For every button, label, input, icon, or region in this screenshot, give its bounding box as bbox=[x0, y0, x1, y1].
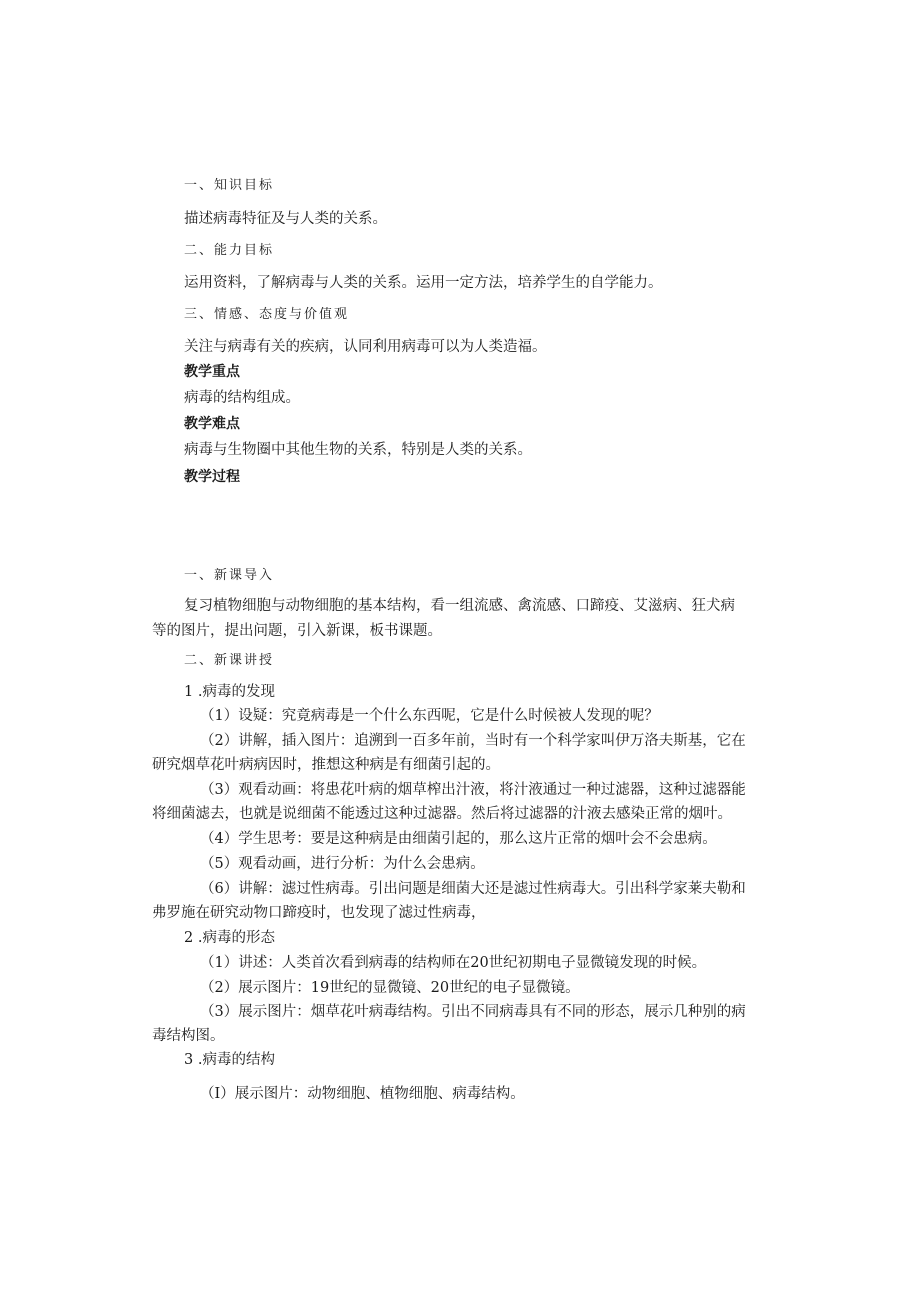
section2-item3-line2: 毒结构图。 bbox=[152, 1028, 225, 1044]
section2-item2: （2）展示图片：19世纪的显微镜、20世纪的电子显微镜。 bbox=[200, 980, 580, 996]
section1-item1: （1）设疑：究竟病毒是一个什么东西呢，它是什么时候被人发现的呢？ bbox=[200, 708, 659, 724]
difficulty-heading: 教学难点 bbox=[184, 416, 240, 432]
section1-item6-line1: （6）讲解：滤过性病毒。引出问题是细菌大还是滤过性病毒大。引出科学家莱夫勒和 bbox=[200, 881, 746, 897]
section1-item3-line2: 将细菌滤去，也就是说细菌不能透过这种过滤器。然后将过滤器的汁液去感染正常的烟叶。 bbox=[152, 806, 732, 822]
section1-item5: （5）观看动画，进行分析：为什么会患病。 bbox=[200, 856, 485, 872]
section3-heading: 3 .病毒的结构 bbox=[184, 1052, 275, 1068]
focus-text: 病毒的结构组成。 bbox=[184, 390, 300, 406]
emotion-goal-text: 关注与病毒有关的疾病，认同利用病毒可以为人类造福。 bbox=[184, 339, 547, 355]
section1-item2-line2: 研究烟草花叶病病因时，推想这种病是有细菌引起的。 bbox=[152, 757, 500, 773]
section1-item3-line1: （3）观看动画：将患花叶病的烟草榨出汁液，将汁液通过一种过滤器，这种过滤器能 bbox=[200, 782, 746, 798]
ability-goal-text: 运用资料，了解病毒与人类的关系。运用一定方法，培养学生的自学能力。 bbox=[184, 275, 663, 291]
intro-heading: 一、新课导入 bbox=[184, 568, 275, 583]
section2-heading: 2 .病毒的形态 bbox=[184, 930, 275, 946]
knowledge-goal-text: 描述病毒特征及与人类的关系。 bbox=[184, 211, 387, 227]
section1-item4: （4）学生思考：要是这种病是由细菌引起的，那么这片正常的烟叶会不会患病。 bbox=[200, 831, 717, 847]
section2-item1: （1）讲述：人类首次看到病毒的结构师在20世纪初期电子显微镜发现的时候。 bbox=[200, 955, 707, 971]
difficulty-text: 病毒与生物圈中其他生物的关系，特别是人类的关系。 bbox=[184, 442, 532, 458]
knowledge-goal-heading: 一、知识目标 bbox=[184, 178, 275, 193]
intro-text-line2: 等的图片，提出问题，引入新课，板书课题。 bbox=[152, 623, 442, 639]
emotion-goal-heading: 三、情感、态度与价值观 bbox=[184, 307, 350, 322]
section1-item6-line2: 弗罗施在研究动物口蹄疫时，也发现了滤过性病毒， bbox=[152, 905, 486, 921]
lecture-heading: 二、新课讲授 bbox=[184, 653, 275, 668]
focus-heading: 教学重点 bbox=[184, 364, 240, 380]
ability-goal-heading: 二、能力目标 bbox=[184, 243, 275, 258]
section3-item1: （I）展示图片：动物细胞、植物细胞、病毒结构。 bbox=[200, 1086, 525, 1102]
section1-heading: 1 .病毒的发现 bbox=[184, 684, 275, 700]
section1-item2-line1: （2）讲解，插入图片：追溯到一百多年前，当时有一个科学家叫伊万洛夫斯基，它在 bbox=[200, 733, 746, 749]
intro-text-line1: 复习植物细胞与动物细胞的基本结构，看一组流感、禽流感、口蹄疫、艾滋病、狂犬病 bbox=[184, 598, 735, 614]
process-heading: 教学过程 bbox=[184, 469, 240, 485]
section2-item3-line1: （3）展示图片：烟草花叶病毒结构。引出不同病毒具有不同的形态，展示几种别的病 bbox=[200, 1004, 746, 1020]
